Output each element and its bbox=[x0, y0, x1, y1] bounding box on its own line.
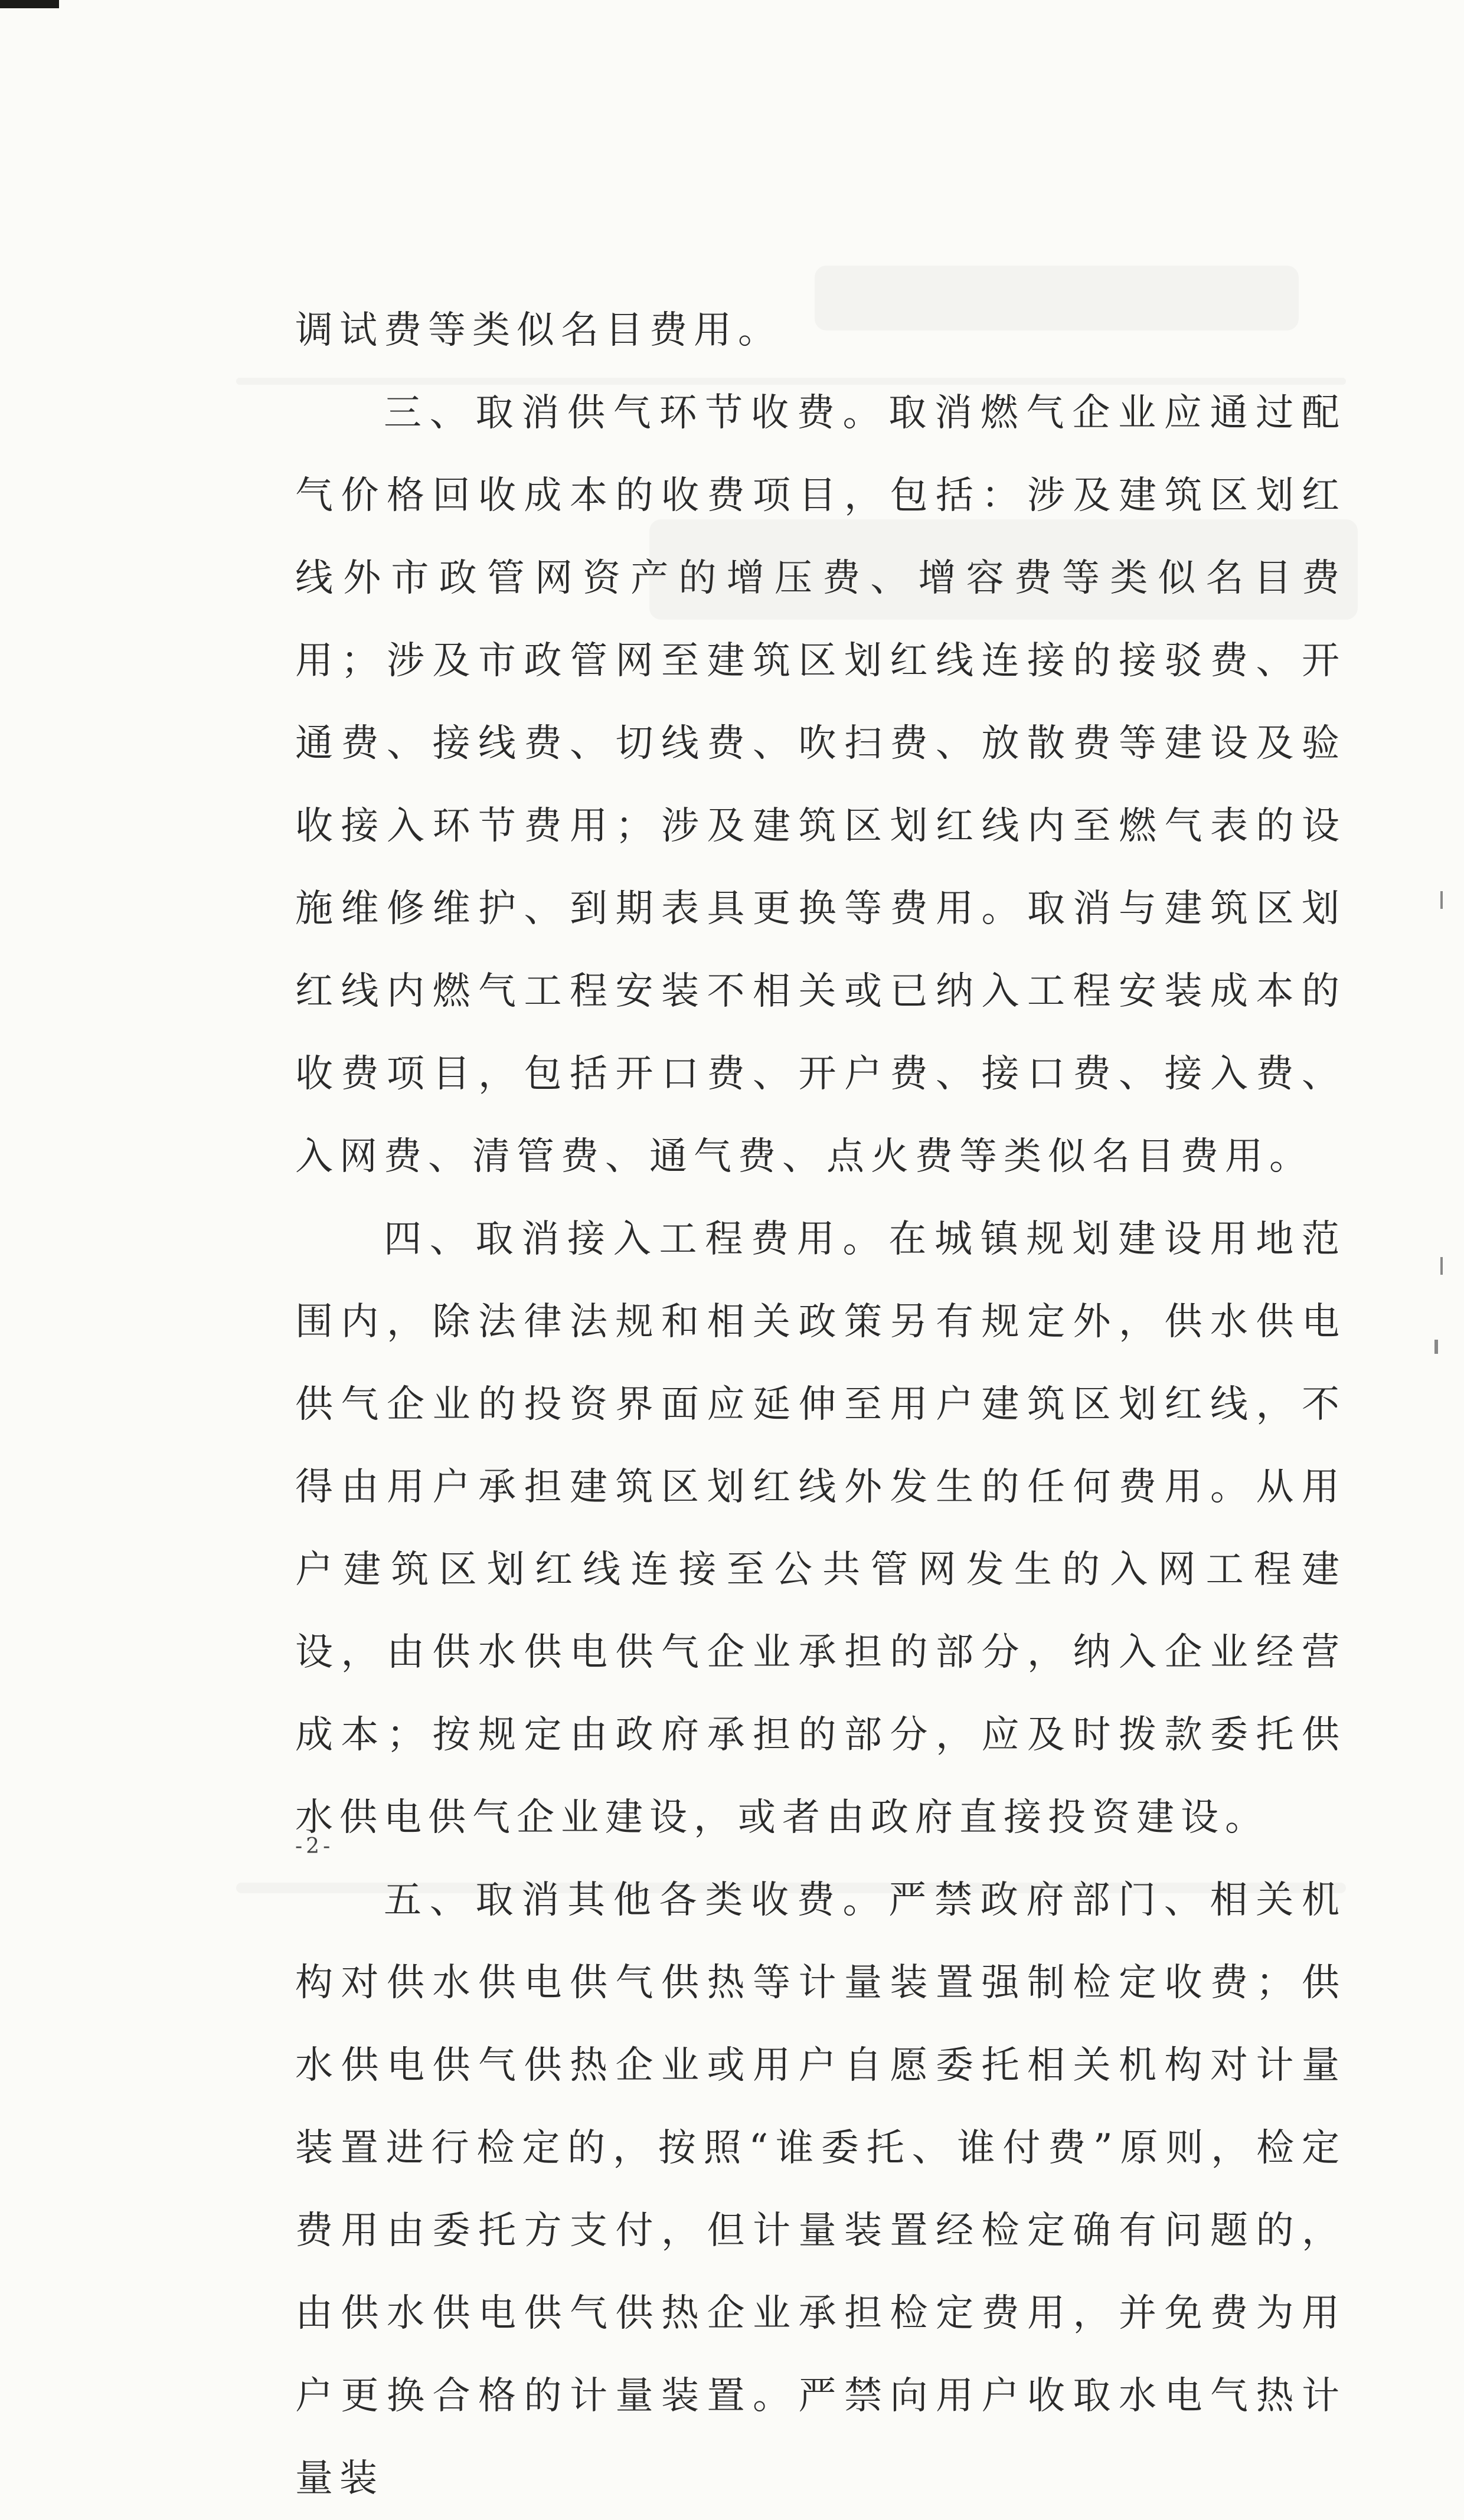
paragraph-continued: 调试费等类似名目费用。 bbox=[295, 309, 782, 352]
scan-corner-mark bbox=[0, 0, 59, 8]
edge-tick-right-3 bbox=[1434, 1340, 1438, 1354]
paragraph-section-4: 四、取消接入工程费用。在城镇规划建设用地范围内，除法律法规和相关政策另有规定外，供水供电供气企业的投资界面应延伸至用户建筑区划红线，不得由用户承担建筑区划红线外发生的任何费用。从用户建筑区划红线连接至公共管网发生的入网工程建设，由供水供电供气企业承担的部分，纳入企业经营成本；按规定由政府承担的部分，应及时拨款委托供水供电供气企业建设，或者由政府直接投资建设。 bbox=[295, 1218, 1346, 1840]
paragraph-section-5: 五、取消其他各类收费。严禁政府部门、相关机构对供水供电供气供热等计量装置强制检定收费；供水供电供气供热企业或用户自愿委托相关机构对计量装置进行检定的，按照“谁委托、谁付费”原则，检定费用由委托方支付，但计量装置经检定确有问题的，由供水供电供气供热企业承担检定费用，并免费为用户更换合格的计量装置。严禁向用户收取水电气热计量装 bbox=[295, 1878, 1346, 2501]
document-body bbox=[295, 289, 1346, 2520]
page-number: -2- bbox=[295, 1834, 334, 1858]
edge-tick-right-2 bbox=[1440, 1257, 1443, 1275]
paragraph-section-3: 三、取消供气环节收费。取消燃气企业应通过配气价格回收成本的收费项目，包括：涉及建筑区划红线外市政管网资产的增压费、增容费等类似名目费用；涉及市政管网至建筑区划红线连接的接驳费、开通费、接线费、切线费、吹扫费、放散费等建设及验收接入环节费用；涉及建筑区划红线内至燃气表的设施维修维护、到期表具更换等费用。取消与建筑区划红线内燃气工程安装不相关或已纳入工程安装成本的收费项目，包括开口费、开户费、接口费、接入费、入网费、清管费、通气费、点火费等类似名目费用。 bbox=[295, 391, 1346, 1179]
edge-tick-right-1 bbox=[1440, 891, 1443, 909]
